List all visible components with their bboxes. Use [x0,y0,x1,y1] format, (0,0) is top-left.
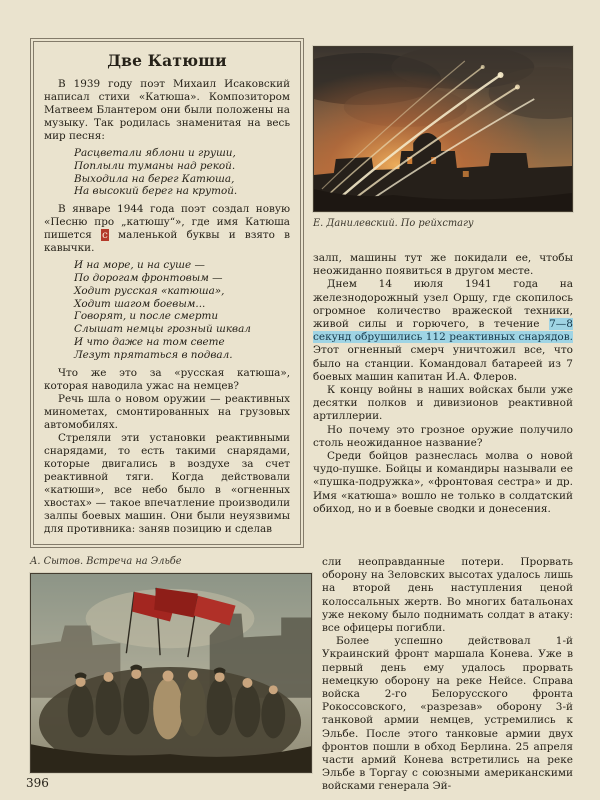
article-paragraph: В 1939 году поэт Михаил Исаковский написал стихи «Катюша». Композитором Матвеем Блантером они были положены на музыку. Так родилась знаменитая на весь мир песня: [44,78,290,142]
verse-line: По дорогам фронтовым — [74,271,223,284]
verse-line: Говорят, и после смерти [74,310,219,323]
verse-line: Расцветали яблони и груши, [74,147,236,159]
article-paragraph: Стреляли эти установки реактивными снарядами, то есть такими снарядами, которые двигались в воздухе за счет реактивной тяги. Когда действовали «катюши», все небо было в «огненных хвостах» — такое впечатление производили залпы боевых машин. Они были неуязвимы для противника: заняв позицию и сделав [44,431,290,535]
figure-caption-elbe: А. Сытов. Встреча на Эльбе [30,556,182,567]
text-run: В январе 1944 года поэт создал новую «Песню про „катюшу“», где имя Катюша пишется [44,203,290,242]
article-title: Две Катюши [107,51,227,70]
painting-reichstag-image [313,46,573,212]
text-run: Этот огненный смерч уничтожил все, что было на станции. Командовал батареей из 7 боевых машин капитан И.А. Флеров. [313,344,573,383]
verse-line: Лезут прятаться в подвал. [74,348,233,361]
bottom-right-text-column [322,556,573,794]
red-highlight-mark: с [102,229,108,242]
painting-elbe-image [30,573,312,773]
article-paragraph [313,278,573,384]
verse-line: Выходила на берег Катюша, [74,172,235,185]
text-run: Днем 14 июля 1941 года на железнодорожный узел Оршу, где скопилось огромное количество вражеской техники, живой силы и горючего, в течение [313,278,573,331]
verse-line: На высокий берег на крутой. [74,185,238,198]
figure-reichstag [313,46,573,229]
article-paragraph: залп, машины тут же покидали ее, чтобы неожиданно появиться в другом месте. [313,252,573,278]
body-paragraph: сли неоправданные потери. Прорвать оборону на Зеловских высотах удалось лишь на второй день наступления ценой колоссальных жертв. Во многих батальонах уже некому было поднимать солдат в атаку: все офицеры погибли. [322,556,573,635]
blue-highlight-mark: 7—8 секунд обрушились 112 реактивных снарядов. [313,318,573,344]
figure-elbe-meeting [30,556,312,773]
article-paragraph: Что же это за «русская катюша», которая наводила ужас на немцев? [44,366,290,392]
verse-line: Ходит шагом боевым... [74,297,206,310]
article-paragraph: Речь шла о новом оружии — реактивных минометах, смонтированных на грузовых автомобилях. [44,392,290,431]
page-number: 396 [26,776,49,790]
verse-line: И что даже на том свете [74,335,225,348]
reichstag-painting-art [314,47,572,211]
text-run: маленькой буквы и взято в кавычки. [44,229,290,255]
verse-block-2 [74,259,290,361]
elbe-painting-art [31,574,311,772]
article-paragraph: Среди бойцов разнеслась молва о новой чудо-пушке. Бойцы и командиры называли ее «пушка-подружка», «фронтовая сестра» и др. Имя «катюша» вошло не только в солдатский обиход, но и в боевые сводки и донесения. [313,450,573,515]
article-paragraph: К концу войны в наших войсках были уже десятки полков и дивизионов реактивной артиллерии. [313,384,573,423]
article-box-frame [33,41,301,545]
article-box-two-katyushas [30,38,304,548]
article-paragraph: Но почему это грозное оружие получило столь неожиданное название? [313,423,573,449]
right-text-column [313,252,573,516]
article-paragraph [44,203,290,255]
verse-line: Слышат немцы грозный шквал [74,323,251,336]
verse-line: Ходит русская «катюша», [74,284,225,297]
figure-caption-reichstag: Е. Данилевский. По рейхстагу [313,218,474,229]
verse-line: Поплыли туманы над рекой. [74,159,236,172]
verse-block-1 [74,147,290,198]
body-paragraph: Более успешно действовал 1-й Украинский фронт маршала Конева. Уже в первый день ему удалось прорвать немецкую оборону на реке Нейсе. Справа войска 2-го Белорусского фронта Рокоссовского, «разрезав» оборону 3-й танковой армии немцев, устремились к Эльбе. После этого танковые армии двух фронтов пошли в обход Берлина. 25 апреля части армий Конева встретились на реке Эльбе в Торгау с союзными американскими войсками генерала Эй- [322,635,573,793]
verse-line: И на море, и на суше — [74,259,205,272]
